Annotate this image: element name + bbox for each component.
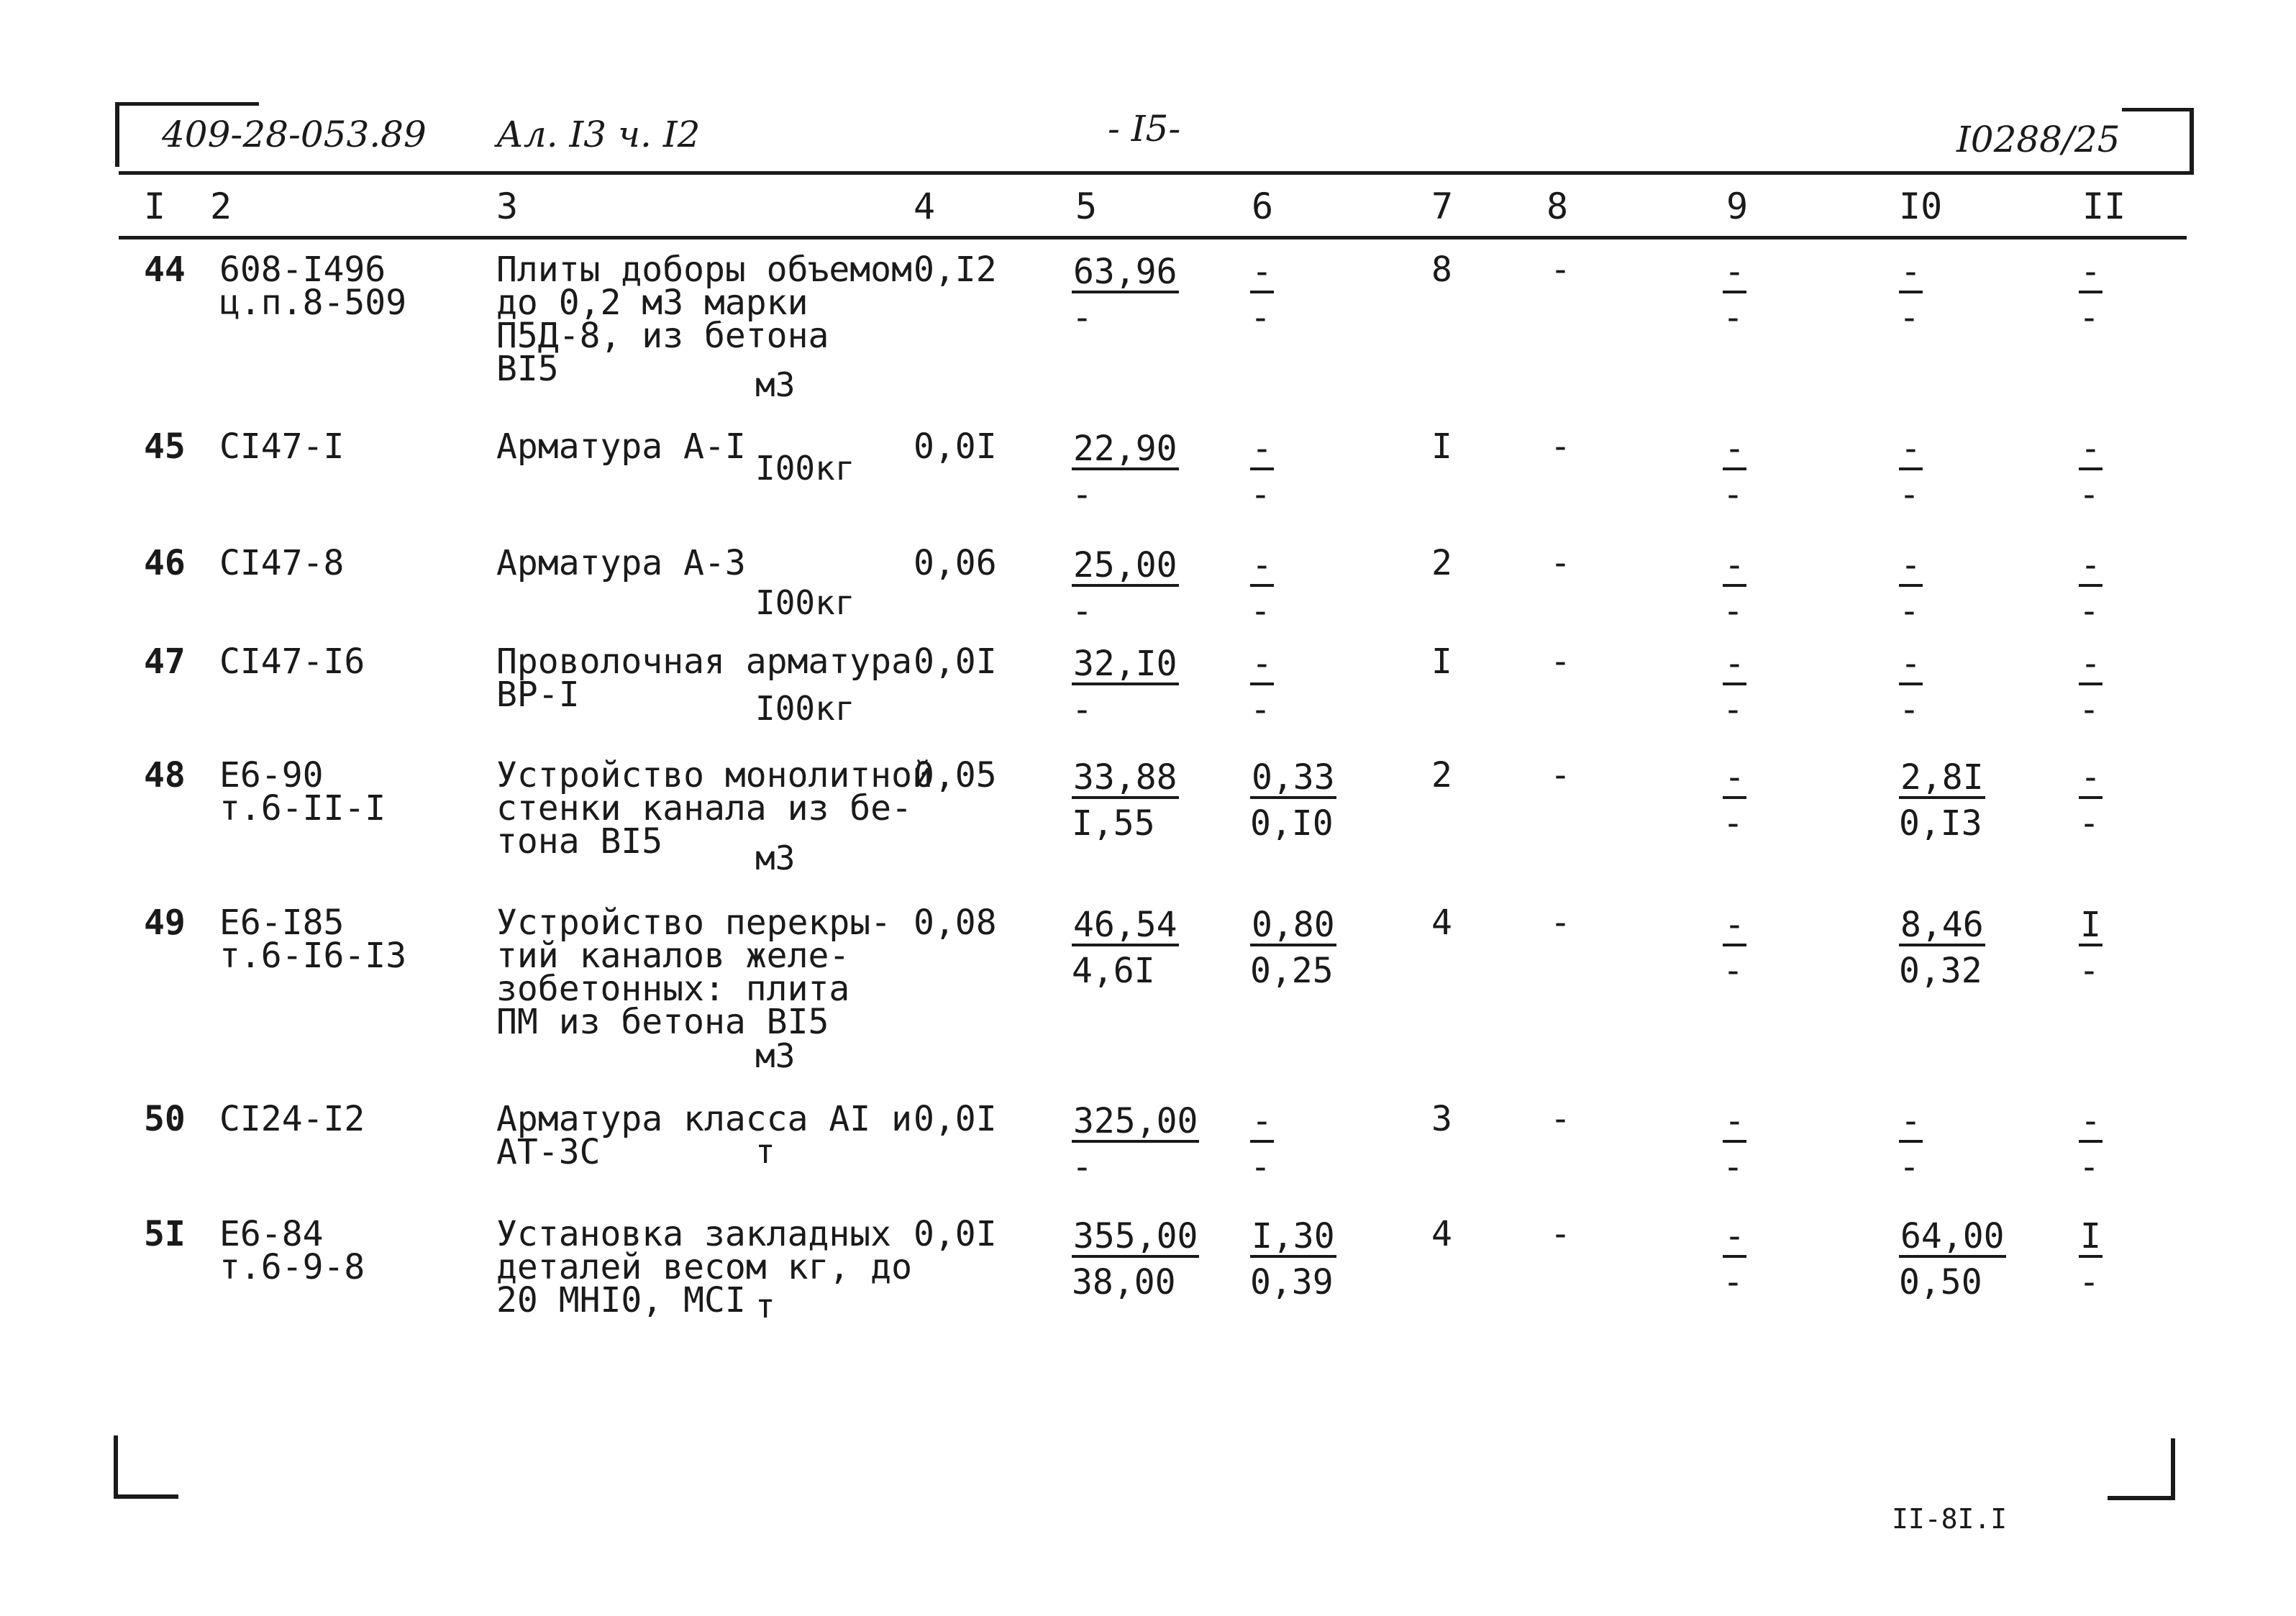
column-8-value: - xyxy=(1550,426,1571,467)
fraction-numerator: - xyxy=(2080,429,2101,469)
fraction-c5 xyxy=(1072,902,1179,994)
fraction-numerator: 355,00 xyxy=(1073,1216,1198,1256)
column-8-value: - xyxy=(1550,1099,1571,1139)
column-7-value: 3 xyxy=(1431,1099,1452,1139)
fraction-denominator: 0,25 xyxy=(1250,951,1334,991)
column-8-value: - xyxy=(1550,755,1571,795)
measure-unit: м3 xyxy=(755,839,796,877)
fraction-denominator: 0,50 xyxy=(1899,1262,1982,1302)
fraction-numerator: 33,88 xyxy=(1073,757,1177,798)
fraction-c11 xyxy=(2079,542,2103,634)
fraction-denominator: - xyxy=(1899,298,1920,338)
frame-corner-top-right-horizontal xyxy=(2122,108,2192,111)
row-number: 47 xyxy=(144,642,186,682)
row-number: 44 xyxy=(144,250,186,290)
album-reference: Ал. I3 ч. I2 xyxy=(496,114,701,155)
fraction-numerator: 32,I0 xyxy=(1073,644,1177,684)
fraction-numerator: I xyxy=(2080,1216,2101,1256)
column-header-9: 9 xyxy=(1726,186,1749,227)
fraction-denominator: 0,39 xyxy=(1250,1262,1334,1302)
column-7-value: 4 xyxy=(1431,1214,1452,1254)
document-code: 409-28-053.89 xyxy=(162,114,427,155)
fraction-c5 xyxy=(1072,641,1179,733)
fraction-denominator: - xyxy=(1072,690,1093,730)
work-description: Устройство перекры- тий каналов желе- зобетонных: плита ПМ из бетона BI5 xyxy=(496,903,892,1042)
column-header-6: 6 xyxy=(1252,186,1274,227)
quantity: 0,0I xyxy=(914,642,997,682)
fraction-denominator: - xyxy=(1072,475,1093,515)
fraction-denominator: 0,32 xyxy=(1899,951,1982,991)
column-8-value: - xyxy=(1550,903,1571,943)
fraction-denominator: - xyxy=(1723,951,1744,991)
column-8-value: - xyxy=(1550,543,1571,583)
fraction-denominator: - xyxy=(1723,298,1744,338)
quantity: 0,0I xyxy=(914,1099,997,1139)
measure-unit: т xyxy=(755,1132,775,1171)
fraction-denominator: - xyxy=(2079,951,2100,991)
fraction-denominator: - xyxy=(2079,803,2100,844)
frame-corner-bottom-right-horizontal xyxy=(2108,1496,2174,1500)
fraction-c11 xyxy=(2079,426,2103,518)
fraction-denominator: - xyxy=(2079,1147,2100,1187)
fraction-c9 xyxy=(1723,754,1746,846)
norm-code: CI47-I6 xyxy=(219,642,365,682)
fraction-denominator: 38,00 xyxy=(1072,1262,1176,1302)
fraction-c10 xyxy=(1899,1098,1923,1190)
fraction-c6 xyxy=(1250,249,1274,341)
row-number: 5I xyxy=(144,1214,186,1254)
column-header-4: 4 xyxy=(914,186,936,227)
fraction-c5 xyxy=(1072,542,1179,634)
fraction-c6 xyxy=(1250,1213,1336,1305)
fraction-numerator: 8,46 xyxy=(1900,905,1984,945)
work-description: Плиты доборы объемом до 0,2 м3 марки П5Д-8, из бетона BI5 xyxy=(496,250,912,389)
measure-unit: I00кг xyxy=(755,583,855,622)
norm-code: CI47-I xyxy=(219,426,345,467)
column-7-value: 2 xyxy=(1431,543,1452,583)
quantity: 0,08 xyxy=(914,903,997,943)
quantity: 0,05 xyxy=(914,755,997,795)
column-7-value: I xyxy=(1431,642,1452,682)
fraction-numerator: - xyxy=(1900,545,1921,585)
row-number: 45 xyxy=(144,426,186,467)
fraction-numerator: - xyxy=(1900,252,1921,292)
fraction-c9 xyxy=(1723,1098,1746,1190)
fraction-denominator: - xyxy=(1723,1262,1744,1302)
measure-unit: м3 xyxy=(755,1036,796,1075)
column-header-1: I xyxy=(144,186,166,227)
fraction-c11 xyxy=(2079,902,2103,994)
quantity: 0,06 xyxy=(914,543,997,583)
fraction-denominator: - xyxy=(1250,690,1271,730)
column-7-value: 8 xyxy=(1431,250,1452,290)
fraction-numerator: - xyxy=(1724,429,1745,469)
fraction-c5 xyxy=(1072,426,1179,518)
fraction-denominator: - xyxy=(2079,690,2100,730)
fraction-numerator: - xyxy=(1724,644,1745,684)
fraction-numerator: 2,8I xyxy=(1900,757,1984,798)
row-number: 50 xyxy=(144,1099,186,1139)
fraction-numerator: - xyxy=(1724,252,1745,292)
column-header-rule xyxy=(119,236,2187,239)
fraction-c9 xyxy=(1723,902,1746,994)
fraction-c5 xyxy=(1072,754,1179,846)
fraction-denominator: - xyxy=(1250,475,1271,515)
quantity: 0,0I xyxy=(914,426,997,467)
fraction-c10 xyxy=(1899,754,1985,846)
fraction-numerator: I xyxy=(2080,905,2101,945)
fraction-numerator: - xyxy=(1900,429,1921,469)
fraction-denominator: - xyxy=(1723,803,1744,844)
norm-code: CI47-8 xyxy=(219,543,345,583)
frame-corner-top-left-vertical xyxy=(115,102,119,167)
fraction-denominator: - xyxy=(1250,298,1271,338)
fraction-c10 xyxy=(1899,426,1923,518)
fraction-numerator: 0,33 xyxy=(1252,757,1335,798)
row-number: 48 xyxy=(144,755,186,795)
column-7-value: I xyxy=(1431,426,1452,467)
fraction-numerator: - xyxy=(2080,252,2101,292)
fraction-c10 xyxy=(1899,542,1923,634)
frame-corner-bottom-left-vertical xyxy=(114,1435,118,1499)
fraction-denominator: - xyxy=(1072,298,1093,338)
fraction-c9 xyxy=(1723,249,1746,341)
fraction-c6 xyxy=(1250,542,1274,634)
fraction-denominator: - xyxy=(1899,1147,1920,1187)
fraction-denominator: - xyxy=(1072,1147,1093,1187)
quantity: 0,I2 xyxy=(914,250,997,290)
work-description: Устройство монолитной стенки канала из бе- тона BI5 xyxy=(496,755,933,862)
fraction-c11 xyxy=(2079,249,2103,341)
fraction-denominator: - xyxy=(1723,1147,1744,1187)
fraction-c11 xyxy=(2079,754,2103,846)
frame-corner-bottom-right-vertical xyxy=(2171,1438,2175,1500)
fraction-c6 xyxy=(1250,1098,1274,1190)
fraction-numerator: - xyxy=(2080,757,2101,798)
fraction-numerator: - xyxy=(1900,1101,1921,1141)
frame-corner-top-right-vertical xyxy=(2190,108,2194,174)
fraction-c10 xyxy=(1899,902,1985,994)
fraction-denominator: I,55 xyxy=(1072,803,1155,844)
norm-code: E6-84 т.6-9-8 xyxy=(219,1214,365,1287)
frame-corner-top-left-horizontal xyxy=(115,102,259,106)
column-8-value: - xyxy=(1550,250,1571,290)
header-rule xyxy=(119,171,2194,175)
fraction-c11 xyxy=(2079,1213,2103,1305)
column-8-value: - xyxy=(1550,1214,1571,1254)
row-number: 49 xyxy=(144,903,186,943)
work-description: Арматура А-I xyxy=(496,426,746,467)
column-header-7: 7 xyxy=(1431,186,1454,227)
fraction-denominator: 0,I0 xyxy=(1250,803,1334,844)
fraction-numerator: - xyxy=(2080,644,2101,684)
column-8-value: - xyxy=(1550,642,1571,682)
measure-unit: I00кг xyxy=(755,689,855,728)
column-header-5: 5 xyxy=(1075,186,1098,227)
norm-code: E6-I85 т.6-I6-I3 xyxy=(219,903,407,976)
quantity: 0,0I xyxy=(914,1214,997,1254)
fraction-numerator: - xyxy=(1252,644,1272,684)
fraction-numerator: 325,00 xyxy=(1073,1101,1198,1141)
registration-stamp: I0288/25 xyxy=(1956,119,2120,160)
norm-code: CI24-I2 xyxy=(219,1099,365,1139)
fraction-denominator: - xyxy=(1250,1147,1271,1187)
column-header-2: 2 xyxy=(210,186,232,227)
fraction-denominator: - xyxy=(2079,475,2100,515)
fraction-numerator: - xyxy=(1252,545,1272,585)
fraction-denominator: - xyxy=(2079,1262,2100,1302)
measure-unit: т xyxy=(755,1287,775,1325)
fraction-numerator: - xyxy=(1724,905,1745,945)
fraction-numerator: - xyxy=(1724,1216,1745,1256)
column-7-value: 4 xyxy=(1431,903,1452,943)
column-header-10: I0 xyxy=(1899,186,1943,227)
fraction-denominator: 4,6I xyxy=(1072,951,1155,991)
work-description: Проволочная арматура BP-I xyxy=(496,642,912,715)
fraction-numerator: - xyxy=(1724,1101,1745,1141)
fraction-numerator: 63,96 xyxy=(1073,252,1177,292)
fraction-denominator: - xyxy=(1250,591,1271,631)
fraction-numerator: - xyxy=(1724,757,1745,798)
fraction-denominator: - xyxy=(1723,690,1744,730)
fraction-c9 xyxy=(1723,641,1746,733)
fraction-numerator: - xyxy=(1252,429,1272,469)
fraction-c6 xyxy=(1250,754,1336,846)
fraction-denominator: - xyxy=(2079,591,2100,631)
norm-code: E6-90 т.6-II-I xyxy=(219,755,386,828)
fraction-c6 xyxy=(1250,902,1336,994)
frame-corner-bottom-left-horizontal xyxy=(114,1494,178,1499)
fraction-c5 xyxy=(1072,249,1179,341)
column-header-3: 3 xyxy=(496,186,519,227)
fraction-numerator: I,30 xyxy=(1252,1216,1335,1256)
fraction-denominator: - xyxy=(2079,298,2100,338)
fraction-numerator: - xyxy=(2080,1101,2101,1141)
work-description: Арматура класса AI и AT-3C xyxy=(496,1099,912,1172)
fraction-numerator: 64,00 xyxy=(1900,1216,2005,1256)
measure-unit: I00кг xyxy=(755,449,855,488)
fraction-c6 xyxy=(1250,426,1274,518)
fraction-c10 xyxy=(1899,249,1923,341)
fraction-c11 xyxy=(2079,641,2103,733)
fraction-c6 xyxy=(1250,641,1274,733)
fraction-c9 xyxy=(1723,426,1746,518)
fraction-denominator: - xyxy=(1072,591,1093,631)
fraction-numerator: - xyxy=(1724,545,1745,585)
fraction-numerator: 25,00 xyxy=(1073,545,1177,585)
fraction-numerator: 22,90 xyxy=(1073,429,1177,469)
fraction-denominator: - xyxy=(1723,591,1744,631)
fraction-c9 xyxy=(1723,1213,1746,1305)
fraction-c10 xyxy=(1899,641,1923,733)
fraction-numerator: 0,80 xyxy=(1252,905,1335,945)
fraction-denominator: - xyxy=(1723,475,1744,515)
fraction-c10 xyxy=(1899,1213,2006,1305)
column-7-value: 2 xyxy=(1431,755,1452,795)
norm-code: 608-I496 ц.п.8-509 xyxy=(219,250,407,323)
work-description: Установка закладных деталей весом кг, до 20 MHI0, MCI xyxy=(496,1214,912,1320)
fraction-numerator: - xyxy=(1252,252,1272,292)
measure-unit: м3 xyxy=(755,365,796,404)
fraction-denominator: - xyxy=(1899,475,1920,515)
work-description: Арматура А-3 xyxy=(496,543,746,583)
fraction-numerator: - xyxy=(2080,545,2101,585)
fraction-c5 xyxy=(1072,1213,1199,1305)
row-number: 46 xyxy=(144,543,186,583)
fraction-denominator: - xyxy=(1899,690,1920,730)
page-number: - I5- xyxy=(1108,108,1181,150)
fraction-c9 xyxy=(1723,542,1746,634)
column-header-11: II xyxy=(2082,186,2126,227)
fraction-denominator: 0,I3 xyxy=(1899,803,1982,844)
fraction-denominator: - xyxy=(1899,591,1920,631)
fraction-c11 xyxy=(2079,1098,2103,1190)
footer-mark: II-8I.I xyxy=(1892,1503,2008,1535)
fraction-numerator: 46,54 xyxy=(1073,905,1177,945)
fraction-c5 xyxy=(1072,1098,1199,1190)
fraction-numerator: - xyxy=(1252,1101,1272,1141)
column-header-8: 8 xyxy=(1546,186,1569,227)
fraction-numerator: - xyxy=(1900,644,1921,684)
